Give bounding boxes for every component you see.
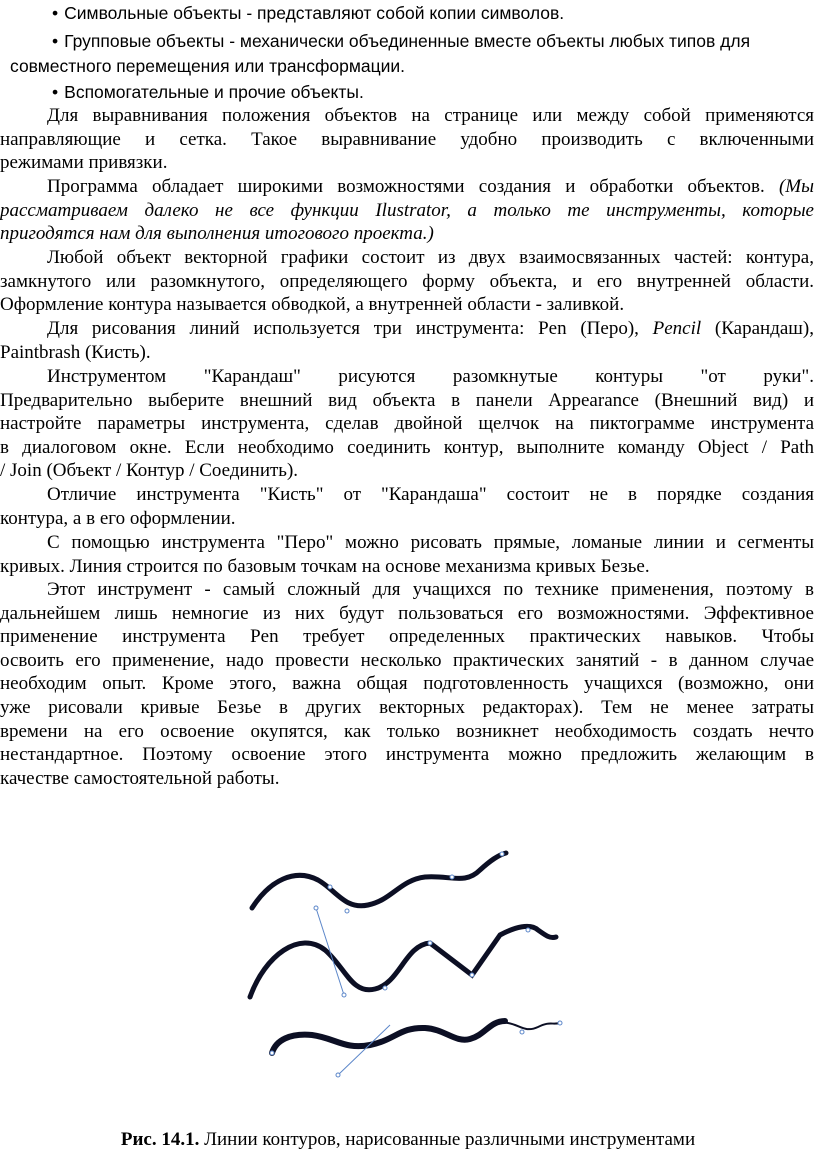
bullet-text: Групповые объекты - механически объединенные вместе объекты любых типов для xyxy=(64,31,751,51)
text-line: дальнейшем лишь немногие из них будут пользоваться его возможностями. Эффективное xyxy=(0,602,814,624)
text-span: (Карандаш), xyxy=(714,318,814,339)
italic-span: (Мы xyxy=(778,176,814,197)
text-line: Инструментом "Карандаш" рисуются разомкнутые контуры "от руки". xyxy=(47,366,814,387)
paragraph xyxy=(0,175,814,246)
caption-label: Рис. 14.1. xyxy=(120,1129,200,1150)
bullet-item xyxy=(52,2,564,26)
bullet-item xyxy=(52,81,364,105)
curve-pen xyxy=(250,926,556,997)
text-line: необходим опыт. Кроме этого, важна общая подготовленность учащихся (возможно, они xyxy=(0,673,814,695)
figure-contour-lines xyxy=(240,835,580,1090)
text-line: освоить его применение, надо провести несколько практических занятий - в данном случае xyxy=(0,649,814,671)
text-line: замкнутого или разомкнутого, определяющего форму объекта, и его внутренней области. xyxy=(0,270,814,292)
text-line: нестандартное. Поэтому освоение этого инструмента можно предложить желающим в xyxy=(0,744,814,766)
text-line: качестве самостоятельной работы. xyxy=(0,767,280,789)
text-line xyxy=(0,175,814,199)
caption-text: Линии контуров, нарисованные различными инструментами xyxy=(204,1129,696,1150)
text-line: Предварительно выберите внешний вид объекта в панели Appearance (Внешний вид) и xyxy=(0,389,814,411)
text-line: С помощью инструмента "Перо" можно рисовать прямые, ломаные линии и сегменты xyxy=(47,532,814,553)
text-line xyxy=(0,317,814,341)
curve-handles xyxy=(314,906,530,997)
text-line: Отличие инструмента "Кисть" от "Карандаша" состоит не в порядке создания xyxy=(47,484,814,505)
bullet-dot: • xyxy=(52,3,59,23)
text-line: Этот инструмент - самый сложный для учащихся по технике применения, поэтому в xyxy=(47,579,814,600)
paragraph xyxy=(0,365,814,483)
text-line: Paintbrash (Кисть). xyxy=(0,341,151,363)
text-line: Для выравнивания положения объектов на странице или между собой применяются xyxy=(47,105,814,126)
bullet-dot: • xyxy=(52,82,59,102)
text-line: рассматриваем далеко не все функции Ilustrator, а только те инструменты, которые xyxy=(0,199,814,221)
text-line: контура, а в его оформлении. xyxy=(0,507,236,529)
italic-span: Pencil xyxy=(652,318,702,339)
text-line: уже рисовали кривые Безье в других векторных редакторах). Тем не менее затраты xyxy=(0,696,814,718)
text-line: применение инструмента Pen требует определенных практических навыков. Чтобы xyxy=(0,626,814,648)
paragraph xyxy=(0,531,814,578)
text-span: Для рисования линий используется три инструмента: Pen (Перо), xyxy=(47,318,639,339)
curve-brush-tail xyxy=(470,1023,560,1039)
text-line: настройте параметры инструмента, сделав двойной щелчок на пиктограмме инструмента xyxy=(0,413,814,435)
text-line: кривых. Линия строится по базовым точкам на основе механизма кривых Безье. xyxy=(0,555,650,577)
text-span: Программа обладает широкими возможностями создания и обработки объектов. xyxy=(47,176,765,197)
text-line: режимами привязки. xyxy=(0,152,168,174)
text-line: / Join (Объект / Контур / Соединить). xyxy=(0,460,299,482)
text-line: времени на его освоение окупятся, как только возникнет необходимость создать нечто xyxy=(0,720,814,742)
bullet-text: Символьные объекты - представляют собой копии символов. xyxy=(64,3,565,23)
bullet-text: совместного перемещения или трансформации. xyxy=(10,56,406,76)
bullet-dot: • xyxy=(52,31,59,51)
bullet-continuation xyxy=(10,55,405,79)
curve-pencil xyxy=(252,853,506,908)
text-line: в диалоговом окне. Если необходимо соединить контур, выполните команду Object / Path xyxy=(0,436,814,458)
paragraph xyxy=(0,317,814,364)
text-line: пригодятся нам для выполнения итогового проекта.) xyxy=(0,223,434,245)
paragraph xyxy=(0,483,814,530)
paragraph xyxy=(0,578,814,790)
bullet-text: Вспомогательные и прочие объекты. xyxy=(64,82,364,102)
bullet-item xyxy=(52,30,750,54)
text-line: Любой объект векторной графики состоит из двух взаимосвязанных частей: контура, xyxy=(47,247,814,268)
text-line: направляющие и сетка. Такое выравнивание удобно производить с включенными xyxy=(0,128,814,150)
paragraph xyxy=(0,104,814,175)
paragraph xyxy=(0,246,814,317)
text-line: Оформление контура называется обводкой, а внутренней области - заливкой. xyxy=(0,294,625,316)
figure-caption xyxy=(0,1128,816,1152)
contour-lines-illustration xyxy=(240,835,580,1090)
